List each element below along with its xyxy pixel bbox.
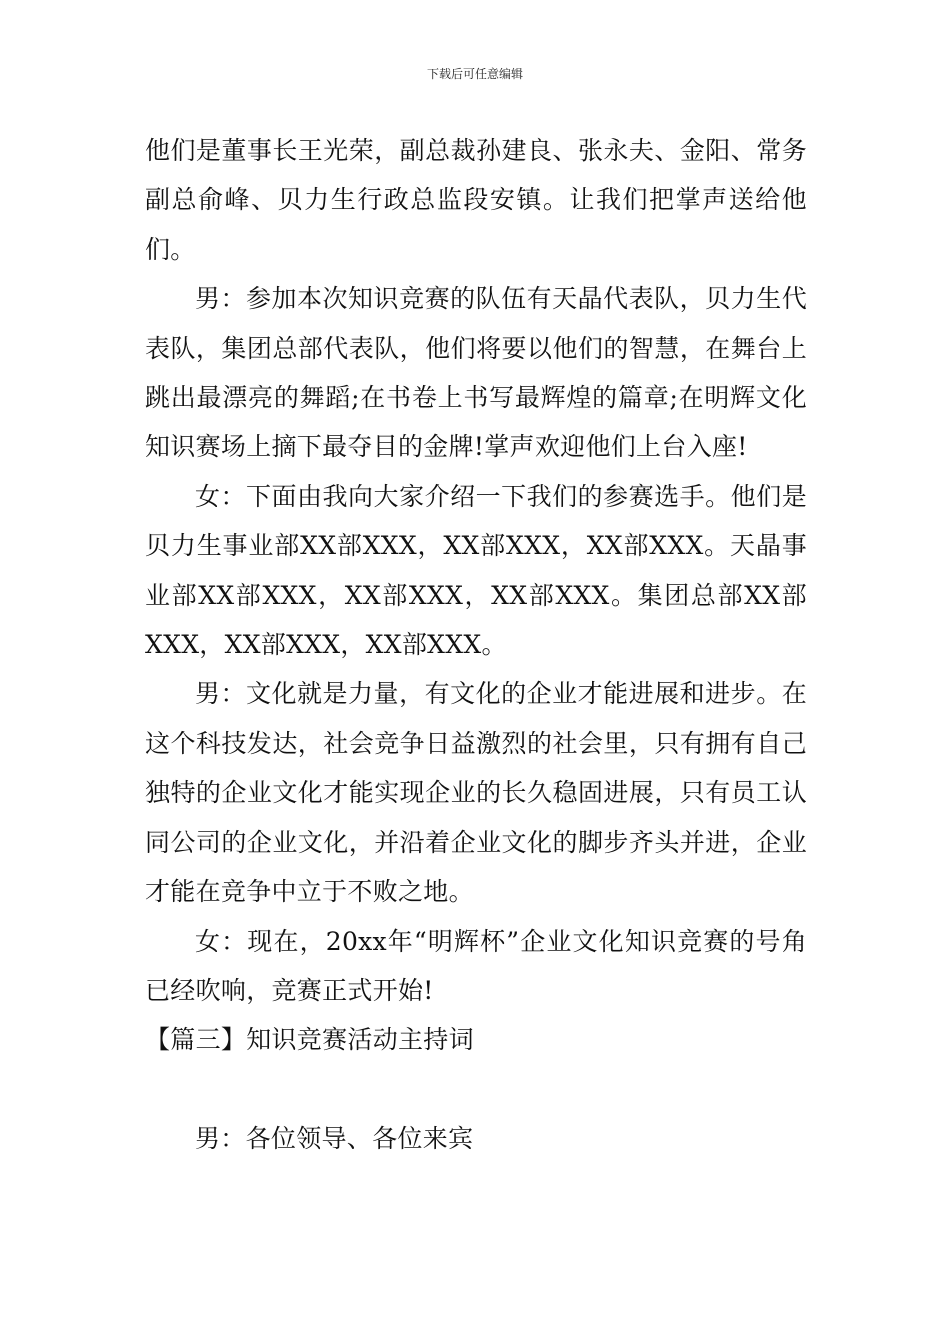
document-body — [145, 126, 807, 1164]
paragraph-female-contestants: 女：下面由我向大家介绍一下我们的参赛选手。他们是贝力生事业部XX部XXX，XX部XXX，XX部XXX。天晶事业部XX部XXX，XX部XXX，XX部XXX。集团总部XX部XXX，XX部XXX，XX部XXX。 — [145, 481, 807, 660]
paragraph-male-culture: 男：文化就是力量，有文化的企业才能进展和进步。在这个科技发达，社会竞争日益激烈的社会里，只有拥有自己独特的企业文化才能实现企业的长久稳固进展，只有员工认同公司的企业文化，并沿着企业文化的脚步齐头并进，企业才能在竞争中立于不败之地。 — [145, 679, 807, 907]
paragraph-intro-leaders: 他们是董事长王光荣，副总裁孙建良、张永夫、金阳、常务副总俞峰、贝力生行政总监段安镇。让我们把掌声送给他们。 — [145, 136, 807, 264]
section-heading: 【篇三】知识竞赛活动主持词 — [145, 1025, 474, 1055]
paragraph-male-teams: 男：参加本次知识竞赛的队伍有天晶代表队，贝力生代表队，集团总部代表队，他们将要以他们的智慧，在舞台上跳出最漂亮的舞蹈;在书卷上书写最辉煌的篇章;在明辉文化知识赛场上摘下最夺目的金牌!掌声欢迎他们上台入座! — [145, 284, 807, 462]
page-header: 下载后可任意编辑 — [426, 67, 523, 81]
paragraph-female-start: 女：现在，20xx年“明辉杯”企业文化知识竞赛的号角已经吹响，竞赛正式开始! — [145, 926, 807, 1005]
blank-line — [145, 1065, 807, 1114]
paragraph-male-greeting: 男：各位领导、各位来宾 — [195, 1124, 474, 1154]
